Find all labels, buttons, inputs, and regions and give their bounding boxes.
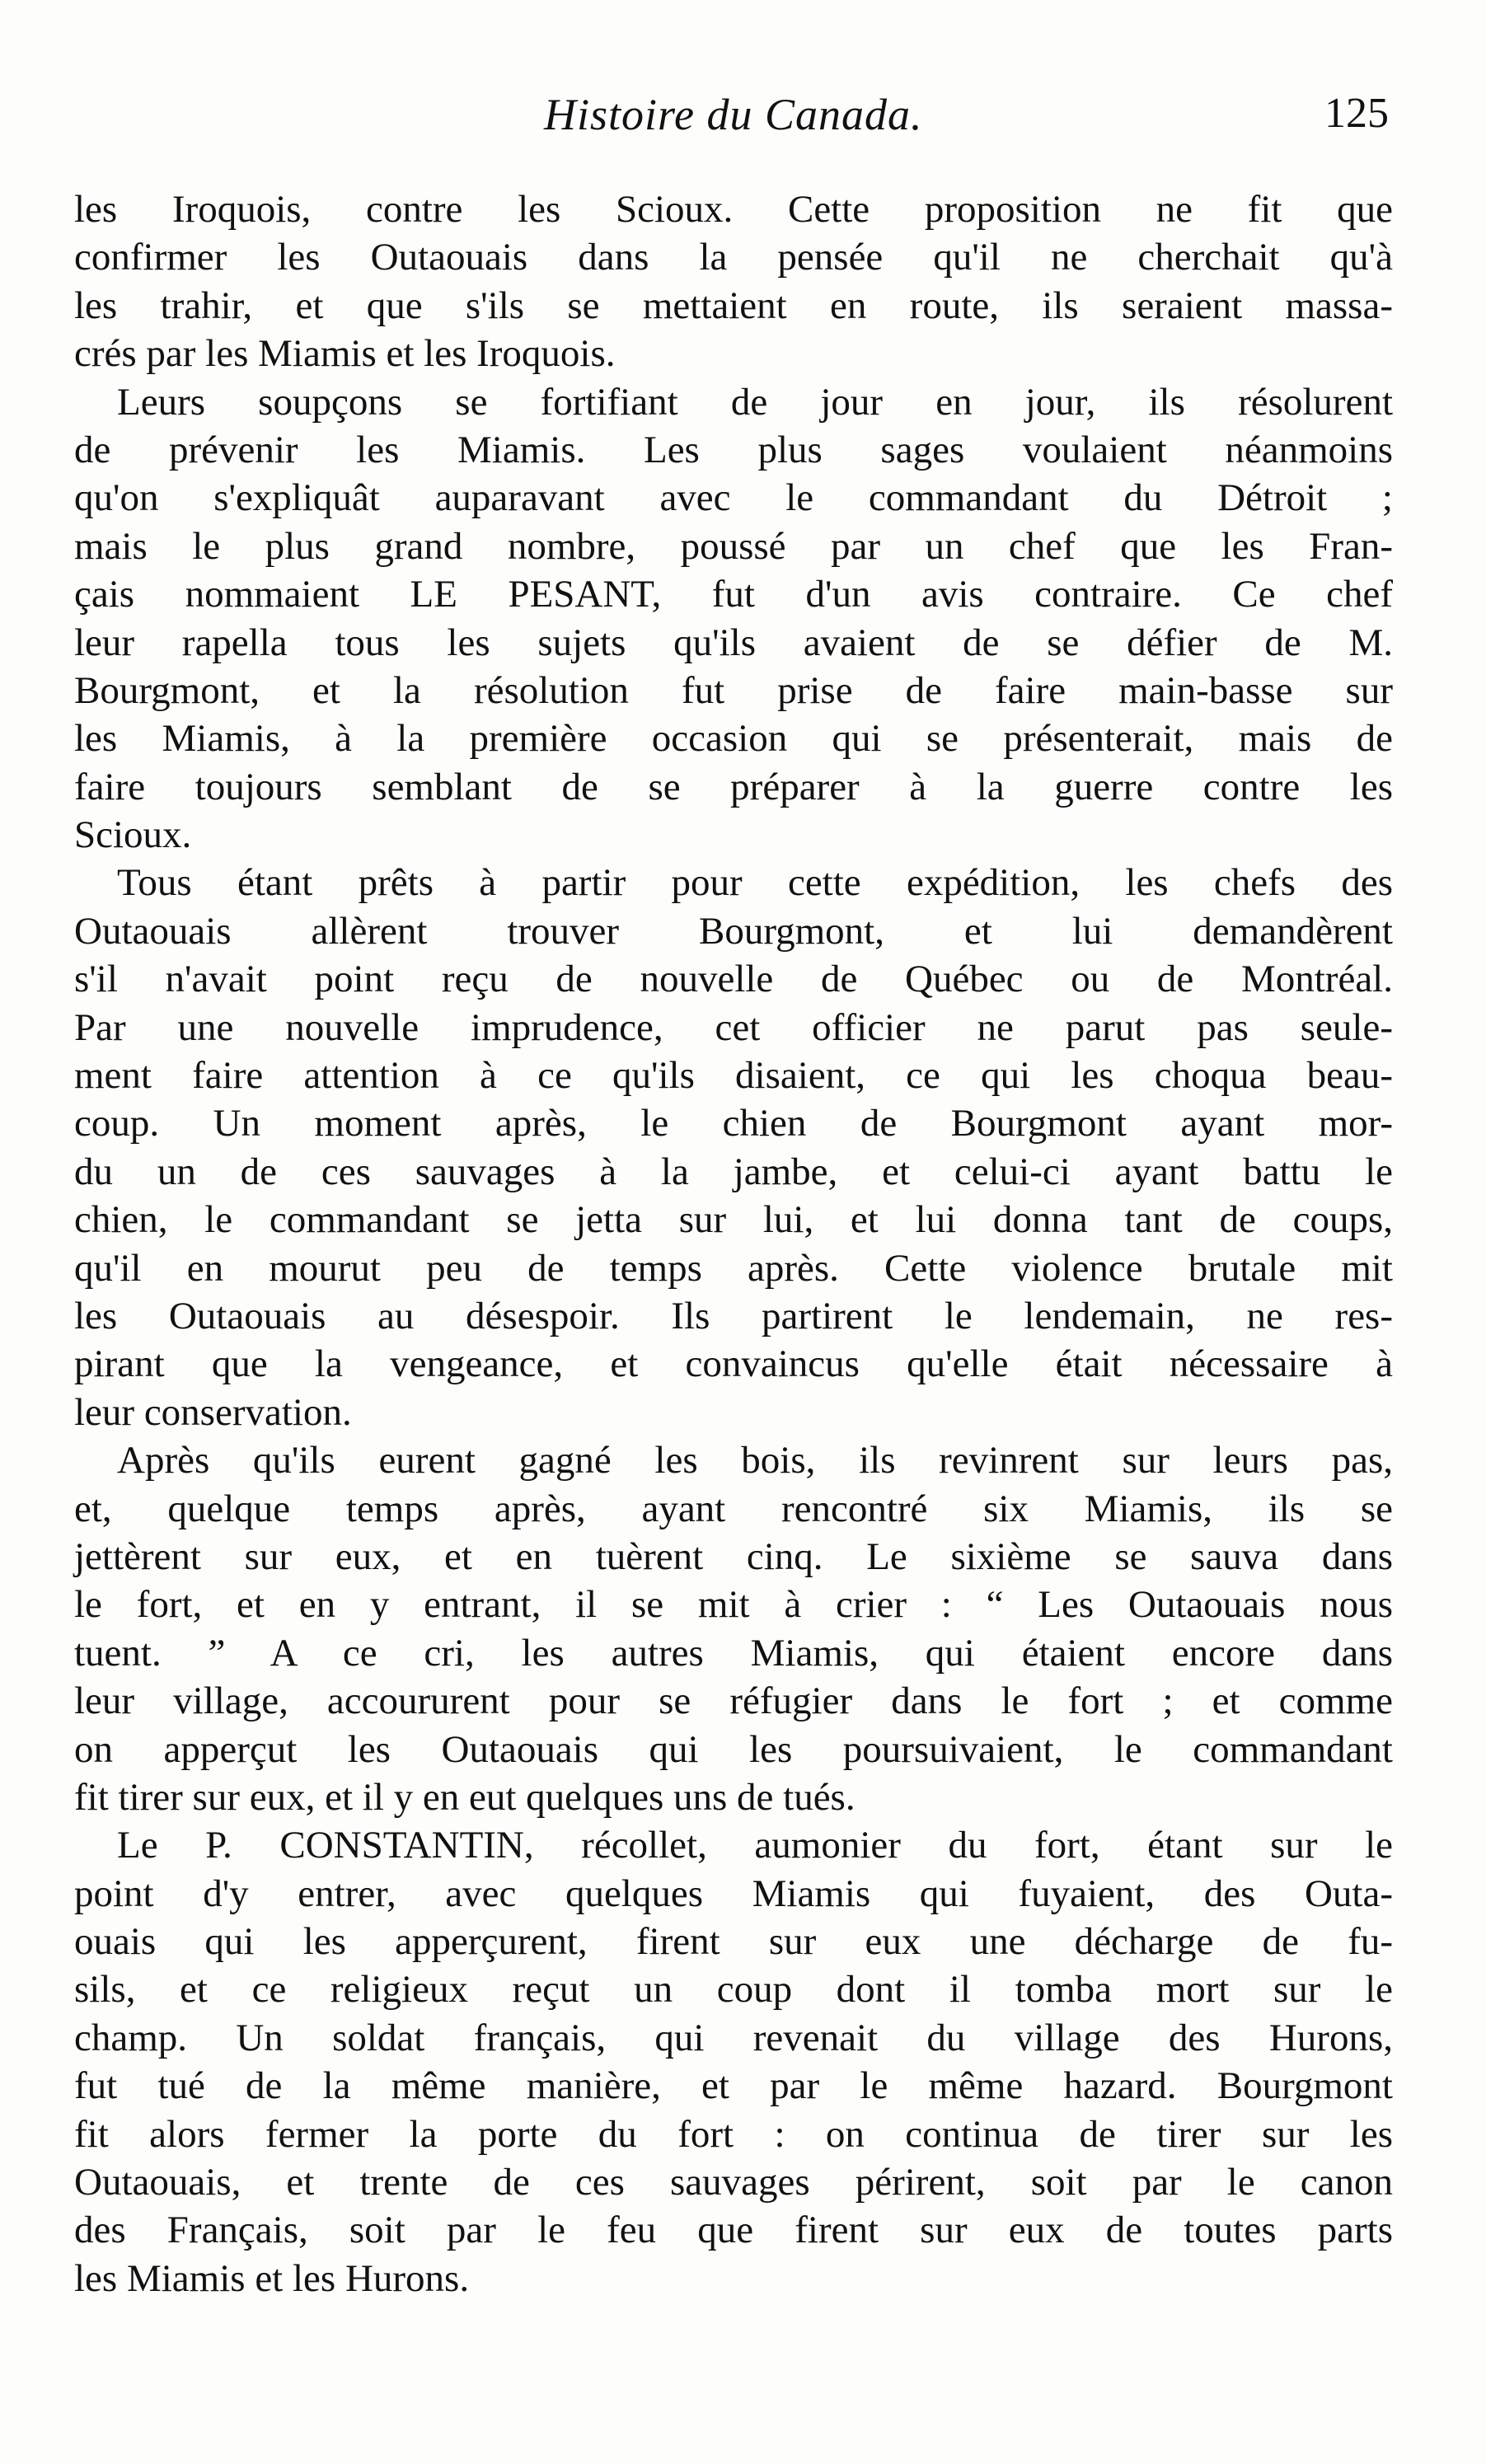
text-line: çais nommaient LE PESANT, fut d'un avis contraire. Ce chef xyxy=(74,573,1393,616)
text-line: qu'il en mourut peu de temps après. Cette violence brutale mit xyxy=(74,1246,1393,1290)
text-line: champ. Un soldat français, qui revenait du village des Hurons, xyxy=(74,2016,1393,2059)
text-line: fut tué de la même manière, et par le même hazard. Bourgmont xyxy=(74,2064,1393,2108)
text-line: s'il n'avait point reçu de nouvelle de Québec ou de Montréal. xyxy=(74,958,1393,1001)
text-line: les trahir, et que s'ils se mettaient en route, ils seraient massa- xyxy=(74,283,1393,327)
text-line: le fort, et en y entrant, il se mit à crier : “ Les Outaouais nous xyxy=(74,1583,1393,1627)
text-line: qu'on s'expliquât auparavant avec le commandant du Détroit ; xyxy=(74,476,1393,520)
text-line: mais le plus grand nombre, poussé par un chef que les Fran- xyxy=(74,524,1393,568)
running-title: Histoire du Canada. xyxy=(544,90,923,139)
text-line: des Français, soit par le feu que firent sur eux de toutes parts xyxy=(74,2209,1393,2252)
text-line: point d'y entrer, avec quelques Miamis qui fuyaient, des Outa- xyxy=(74,1871,1393,1915)
text-line: Le P. CONSTANTIN, récollet, aumonier du fort, étant sur le xyxy=(117,1824,1393,1867)
text-line: Par une nouvelle imprudence, cet officier ne parut pas seule- xyxy=(74,1005,1393,1049)
text-line: de prévenir les Miamis. Les plus sages voulaient néanmoins xyxy=(74,428,1393,471)
text-line: les Outaouais au désespoir. Ils partirent le lendemain, ne res- xyxy=(74,1294,1393,1337)
text-line: fit alors fermer la porte du fort : on continua de tirer sur les xyxy=(74,2112,1393,2156)
text-line: faire toujours semblant de se préparer à la guerre contre les xyxy=(74,765,1393,808)
text-line: Scioux. xyxy=(74,813,192,857)
text-line: Après qu'ils eurent gagné les bois, ils revinrent sur leurs pas, xyxy=(117,1439,1393,1483)
body-text xyxy=(74,185,1393,2302)
page-number: 125 xyxy=(1324,90,1389,137)
text-line: du un de ces sauvages à la jambe, et celui-ci ayant battu le xyxy=(74,1150,1393,1193)
text-line: leur rapella tous les sujets qu'ils avaient de se défier de M. xyxy=(74,621,1393,664)
text-line: leur conservation. xyxy=(74,1390,352,1434)
text-line: les Miamis, à la première occasion qui se présenterait, mais de xyxy=(74,717,1393,761)
text-line: coup. Un moment après, le chien de Bourgmont ayant mor- xyxy=(74,1102,1393,1145)
text-line: chien, le commandant se jetta sur lui, et lui donna tant de coups, xyxy=(74,1198,1393,1242)
text-line: Outaouais allèrent trouver Bourgmont, et lui demandèrent xyxy=(74,909,1393,953)
text-line: crés par les Miamis et les Iroquois. xyxy=(74,332,616,376)
text-line: Bourgmont, et la résolution fut prise de faire main-basse sur xyxy=(74,668,1393,712)
text-line: confirmer les Outaouais dans la pensée qu'il ne cherchait qu'à xyxy=(74,236,1393,279)
text-line: Outaouais, et trente de ces sauvages périrent, soit par le canon xyxy=(74,2161,1393,2204)
text-line: leur village, accoururent pour se réfugier dans le fort ; et comme xyxy=(74,1679,1393,1723)
text-line: sils, et ce religieux reçut un coup dont il tomba mort sur le xyxy=(74,1968,1393,2012)
text-line: tuent. ” A ce cri, les autres Miamis, qui étaient encore dans xyxy=(74,1631,1393,1675)
text-line: jettèrent sur eux, et en tuèrent cinq. Le sixième se sauva dans xyxy=(74,1534,1393,1578)
text-line: les Miamis et les Hurons. xyxy=(74,2256,470,2300)
text-line: ouais qui les apperçurent, firent sur eux une décharge de fu- xyxy=(74,1920,1393,1964)
text-line: et, quelque temps après, ayant rencontré six Miamis, ils se xyxy=(74,1487,1393,1530)
text-line: pirant que la vengeance, et convaincus qu'elle était nécessaire à xyxy=(74,1342,1393,1386)
running-head xyxy=(74,89,1389,147)
text-line: les Iroquois, contre les Scioux. Cette proposition ne fit que xyxy=(74,188,1393,231)
text-line: Tous étant prêts à partir pour cette expédition, les chefs des xyxy=(117,861,1393,905)
text-line: ment faire attention à ce qu'ils disaient, ce qui les choqua beau- xyxy=(74,1054,1393,1098)
text-line: on apperçut les Outaouais qui les poursuivaient, le commandant xyxy=(74,1727,1393,1771)
text-line: Leurs soupçons se fortifiant de jour en jour, ils résolurent xyxy=(117,380,1393,424)
text-line: fit tirer sur eux, et il y en eut quelques uns de tués. xyxy=(74,1775,856,1819)
